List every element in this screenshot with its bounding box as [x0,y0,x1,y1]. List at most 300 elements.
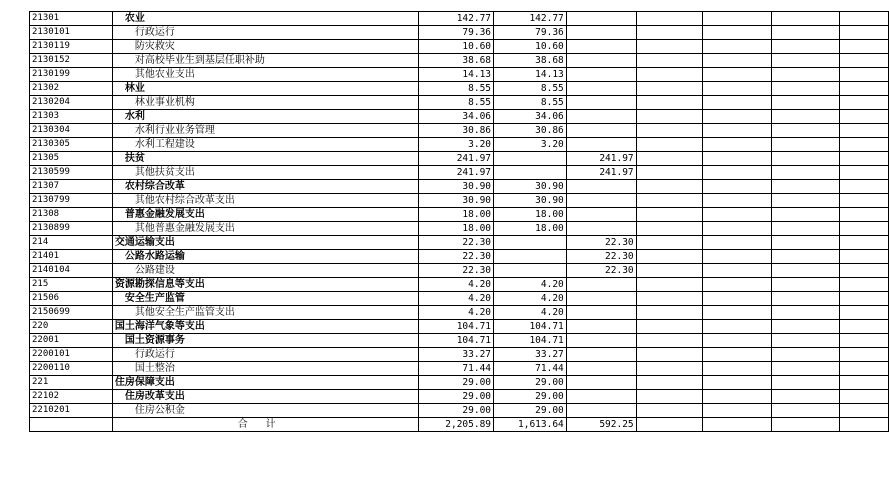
empty-cell [636,166,703,180]
item-code-cell [30,418,113,432]
empty-cell [840,404,889,418]
empty-cell [636,124,703,138]
item-name-cell: 行政运行 [112,348,419,362]
empty-cell [636,278,703,292]
total-amount-cell: 22.30 [419,264,494,278]
empty-cell [771,418,840,432]
empty-cell [636,68,703,82]
item-code-cell: 220 [30,320,113,334]
empty-cell [771,264,840,278]
basic-expenditure-cell [494,264,567,278]
item-code-cell: 2200110 [30,362,113,376]
project-expenditure-cell: 22.30 [566,250,636,264]
table-row [30,222,889,236]
empty-cell [703,82,772,96]
total-row [30,418,889,432]
basic-expenditure-cell: 8.55 [494,96,567,110]
item-name-cell: 其他安全生产监管支出 [112,306,419,320]
basic-expenditure-cell: 30.86 [494,124,567,138]
empty-cell [703,250,772,264]
empty-cell [636,292,703,306]
empty-cell [771,390,840,404]
project-expenditure-cell [566,320,636,334]
basic-expenditure-cell: 10.60 [494,40,567,54]
basic-expenditure-cell: 33.27 [494,348,567,362]
project-expenditure-cell: 22.30 [566,236,636,250]
empty-cell [771,250,840,264]
item-code-cell: 2130799 [30,194,113,208]
total-label-cell: 合计 [112,418,419,432]
item-name-cell: 林业 [112,82,419,96]
item-code-cell: 22001 [30,334,113,348]
basic-expenditure-cell: 18.00 [494,222,567,236]
empty-cell [703,306,772,320]
table-row [30,306,889,320]
item-code-cell: 2130199 [30,68,113,82]
empty-cell [636,236,703,250]
basic-expenditure-cell: 1,613.64 [494,418,567,432]
empty-cell [703,152,772,166]
total-amount-cell: 30.86 [419,124,494,138]
item-name-cell: 其他扶贫支出 [112,166,419,180]
item-name-cell: 住房保障支出 [112,376,419,390]
basic-expenditure-cell: 71.44 [494,362,567,376]
project-expenditure-cell: 241.97 [566,166,636,180]
total-amount-cell: 30.90 [419,194,494,208]
basic-expenditure-cell: 14.13 [494,68,567,82]
total-amount-cell: 79.36 [419,26,494,40]
empty-cell [636,250,703,264]
empty-cell [771,376,840,390]
item-code-cell: 2200101 [30,348,113,362]
empty-cell [636,110,703,124]
item-code-cell: 21506 [30,292,113,306]
basic-expenditure-cell: 38.68 [494,54,567,68]
project-expenditure-cell [566,390,636,404]
total-amount-cell: 104.71 [419,334,494,348]
item-code-cell: 2140104 [30,264,113,278]
project-expenditure-cell [566,278,636,292]
project-expenditure-cell [566,194,636,208]
empty-cell [771,292,840,306]
empty-cell [703,96,772,110]
empty-cell [636,362,703,376]
item-name-cell: 国土资源事务 [112,334,419,348]
table-row [30,152,889,166]
total-amount-cell: 241.97 [419,166,494,180]
item-code-cell: 2130101 [30,26,113,40]
total-amount-cell: 4.20 [419,306,494,320]
basic-expenditure-cell: 29.00 [494,390,567,404]
empty-cell [636,404,703,418]
empty-cell [840,110,889,124]
item-code-cell: 21303 [30,110,113,124]
empty-cell [636,194,703,208]
empty-cell [771,110,840,124]
empty-cell [636,390,703,404]
empty-cell [703,376,772,390]
empty-cell [771,40,840,54]
empty-cell [703,334,772,348]
empty-cell [771,320,840,334]
empty-cell [840,40,889,54]
empty-cell [636,40,703,54]
project-expenditure-cell: 241.97 [566,152,636,166]
empty-cell [703,166,772,180]
total-amount-cell: 3.20 [419,138,494,152]
item-name-cell: 住房公积金 [112,404,419,418]
total-amount-cell: 104.71 [419,320,494,334]
item-name-cell: 其他农村综合改革支出 [112,194,419,208]
empty-cell [771,96,840,110]
empty-cell [703,362,772,376]
item-name-cell: 水利行业业务管理 [112,124,419,138]
total-amount-cell: 2,205.89 [419,418,494,432]
total-amount-cell: 142.77 [419,12,494,26]
item-name-cell: 林业事业机构 [112,96,419,110]
item-code-cell: 21301 [30,12,113,26]
item-name-cell: 扶贫 [112,152,419,166]
item-code-cell: 215 [30,278,113,292]
empty-cell [636,376,703,390]
table-row [30,362,889,376]
basic-expenditure-cell: 4.20 [494,306,567,320]
project-expenditure-cell [566,82,636,96]
empty-cell [703,236,772,250]
empty-cell [840,54,889,68]
empty-cell [771,194,840,208]
item-code-cell: 21302 [30,82,113,96]
item-code-cell: 2130119 [30,40,113,54]
empty-cell [636,418,703,432]
basic-expenditure-cell [494,152,567,166]
basic-expenditure-cell: 4.20 [494,292,567,306]
item-name-cell: 水利 [112,110,419,124]
empty-cell [840,362,889,376]
table-row [30,348,889,362]
empty-cell [840,222,889,236]
total-amount-cell: 4.20 [419,292,494,306]
empty-cell [703,194,772,208]
empty-cell [636,138,703,152]
basic-expenditure-cell: 29.00 [494,376,567,390]
table-row [30,334,889,348]
item-code-cell: 21308 [30,208,113,222]
project-expenditure-cell [566,222,636,236]
basic-expenditure-cell [494,236,567,250]
empty-cell [771,208,840,222]
table-row [30,54,889,68]
project-expenditure-cell [566,404,636,418]
item-name-cell: 交通运输支出 [112,236,419,250]
basic-expenditure-cell [494,250,567,264]
total-amount-cell: 34.06 [419,110,494,124]
empty-cell [636,334,703,348]
item-code-cell: 221 [30,376,113,390]
table-row [30,292,889,306]
basic-expenditure-cell: 29.00 [494,404,567,418]
empty-cell [703,264,772,278]
empty-cell [840,124,889,138]
empty-cell [771,138,840,152]
table-row [30,376,889,390]
basic-expenditure-cell: 104.71 [494,334,567,348]
table-row [30,82,889,96]
empty-cell [771,278,840,292]
basic-expenditure-cell: 30.90 [494,180,567,194]
table-row [30,166,889,180]
empty-cell [840,12,889,26]
empty-cell [636,152,703,166]
empty-cell [840,138,889,152]
item-code-cell: 2130204 [30,96,113,110]
empty-cell [840,180,889,194]
empty-cell [703,292,772,306]
empty-cell [703,180,772,194]
item-name-cell: 行政运行 [112,26,419,40]
project-expenditure-cell [566,96,636,110]
empty-cell [703,222,772,236]
empty-cell [636,320,703,334]
table-row [30,194,889,208]
empty-cell [771,404,840,418]
project-expenditure-cell [566,334,636,348]
table-row [30,180,889,194]
item-code-cell: 2130899 [30,222,113,236]
item-name-cell: 其他农业支出 [112,68,419,82]
item-code-cell: 21401 [30,250,113,264]
basic-expenditure-cell: 142.77 [494,12,567,26]
total-amount-cell: 38.68 [419,54,494,68]
total-amount-cell: 29.00 [419,404,494,418]
empty-cell [703,54,772,68]
total-amount-cell: 8.55 [419,96,494,110]
table-row [30,404,889,418]
item-name-cell: 普惠金融发展支出 [112,208,419,222]
empty-cell [771,334,840,348]
project-expenditure-cell [566,26,636,40]
project-expenditure-cell [566,138,636,152]
item-code-cell: 214 [30,236,113,250]
empty-cell [840,320,889,334]
empty-cell [636,306,703,320]
project-expenditure-cell: 592.25 [566,418,636,432]
item-name-cell: 公路水路运输 [112,250,419,264]
empty-cell [840,208,889,222]
total-amount-cell: 18.00 [419,222,494,236]
empty-cell [636,12,703,26]
table-row [30,26,889,40]
empty-cell [703,40,772,54]
empty-cell [703,138,772,152]
item-name-cell: 安全生产监管 [112,292,419,306]
empty-cell [636,54,703,68]
item-name-cell: 农村综合改革 [112,180,419,194]
item-code-cell: 21305 [30,152,113,166]
project-expenditure-cell [566,12,636,26]
table-row [30,96,889,110]
basic-expenditure-cell: 4.20 [494,278,567,292]
empty-cell [840,376,889,390]
item-name-cell: 国土整治 [112,362,419,376]
total-amount-cell: 33.27 [419,348,494,362]
empty-cell [840,26,889,40]
empty-cell [840,68,889,82]
total-amount-cell: 18.00 [419,208,494,222]
empty-cell [840,292,889,306]
empty-cell [771,82,840,96]
empty-cell [703,26,772,40]
empty-cell [771,124,840,138]
table-row [30,138,889,152]
empty-cell [771,222,840,236]
empty-cell [771,180,840,194]
empty-cell [703,208,772,222]
empty-cell [840,82,889,96]
project-expenditure-cell [566,348,636,362]
empty-cell [636,222,703,236]
total-amount-cell: 8.55 [419,82,494,96]
item-code-cell: 2130152 [30,54,113,68]
empty-cell [703,320,772,334]
table-row [30,320,889,334]
empty-cell [840,348,889,362]
empty-cell [703,390,772,404]
table-row [30,124,889,138]
item-code-cell: 2130304 [30,124,113,138]
empty-cell [636,96,703,110]
basic-expenditure-cell: 34.06 [494,110,567,124]
item-name-cell: 对高校毕业生到基层任职补助 [112,54,419,68]
empty-cell [771,12,840,26]
empty-cell [703,278,772,292]
empty-cell [840,418,889,432]
total-amount-cell: 22.30 [419,250,494,264]
total-amount-cell: 29.00 [419,376,494,390]
item-name-cell: 资源勘探信息等支出 [112,278,419,292]
total-amount-cell: 241.97 [419,152,494,166]
empty-cell [771,348,840,362]
project-expenditure-cell [566,68,636,82]
item-code-cell: 2210201 [30,404,113,418]
empty-cell [703,348,772,362]
empty-cell [703,418,772,432]
empty-cell [636,180,703,194]
item-code-cell: 22102 [30,390,113,404]
table-row [30,250,889,264]
empty-cell [840,390,889,404]
project-expenditure-cell [566,124,636,138]
item-name-cell: 公路建设 [112,264,419,278]
empty-cell [771,166,840,180]
item-name-cell: 水利工程建设 [112,138,419,152]
basic-expenditure-cell [494,166,567,180]
total-amount-cell: 29.00 [419,390,494,404]
project-expenditure-cell [566,306,636,320]
empty-cell [771,236,840,250]
empty-cell [636,26,703,40]
project-expenditure-cell [566,180,636,194]
table-row [30,208,889,222]
empty-cell [840,166,889,180]
project-expenditure-cell [566,292,636,306]
total-amount-cell: 4.20 [419,278,494,292]
total-amount-cell: 14.13 [419,68,494,82]
table-row [30,68,889,82]
empty-cell [840,278,889,292]
empty-cell [840,152,889,166]
empty-cell [703,404,772,418]
empty-cell [840,264,889,278]
empty-cell [636,82,703,96]
project-expenditure-cell [566,110,636,124]
empty-cell [703,68,772,82]
basic-expenditure-cell: 3.20 [494,138,567,152]
empty-cell [840,306,889,320]
item-name-cell: 住房改革支出 [112,390,419,404]
empty-cell [636,264,703,278]
empty-cell [771,26,840,40]
total-amount-cell: 10.60 [419,40,494,54]
basic-expenditure-cell: 30.90 [494,194,567,208]
basic-expenditure-cell: 8.55 [494,82,567,96]
empty-cell [771,362,840,376]
empty-cell [840,236,889,250]
item-code-cell: 2130305 [30,138,113,152]
empty-cell [840,250,889,264]
basic-expenditure-cell: 104.71 [494,320,567,334]
empty-cell [636,348,703,362]
project-expenditure-cell [566,376,636,390]
table-row [30,236,889,250]
item-code-cell: 2150699 [30,306,113,320]
project-expenditure-cell [566,362,636,376]
empty-cell [840,334,889,348]
total-amount-cell: 22.30 [419,236,494,250]
item-name-cell: 防灾救灾 [112,40,419,54]
total-amount-cell: 30.90 [419,180,494,194]
item-code-cell: 21307 [30,180,113,194]
item-code-cell: 2130599 [30,166,113,180]
item-name-cell: 农业 [112,12,419,26]
item-name-cell: 其他普惠金融发展支出 [112,222,419,236]
project-expenditure-cell [566,54,636,68]
budget-expenditure-table [29,11,889,432]
empty-cell [703,12,772,26]
table-body [30,12,889,432]
basic-expenditure-cell: 18.00 [494,208,567,222]
empty-cell [840,96,889,110]
table-row [30,390,889,404]
table-row [30,40,889,54]
empty-cell [771,54,840,68]
table-row [30,110,889,124]
project-expenditure-cell [566,208,636,222]
empty-cell [771,306,840,320]
empty-cell [636,208,703,222]
total-amount-cell: 71.44 [419,362,494,376]
table-row [30,264,889,278]
empty-cell [771,68,840,82]
basic-expenditure-cell: 79.36 [494,26,567,40]
project-expenditure-cell [566,40,636,54]
table-row [30,12,889,26]
empty-cell [703,110,772,124]
empty-cell [840,194,889,208]
table-row [30,278,889,292]
empty-cell [703,124,772,138]
empty-cell [771,152,840,166]
